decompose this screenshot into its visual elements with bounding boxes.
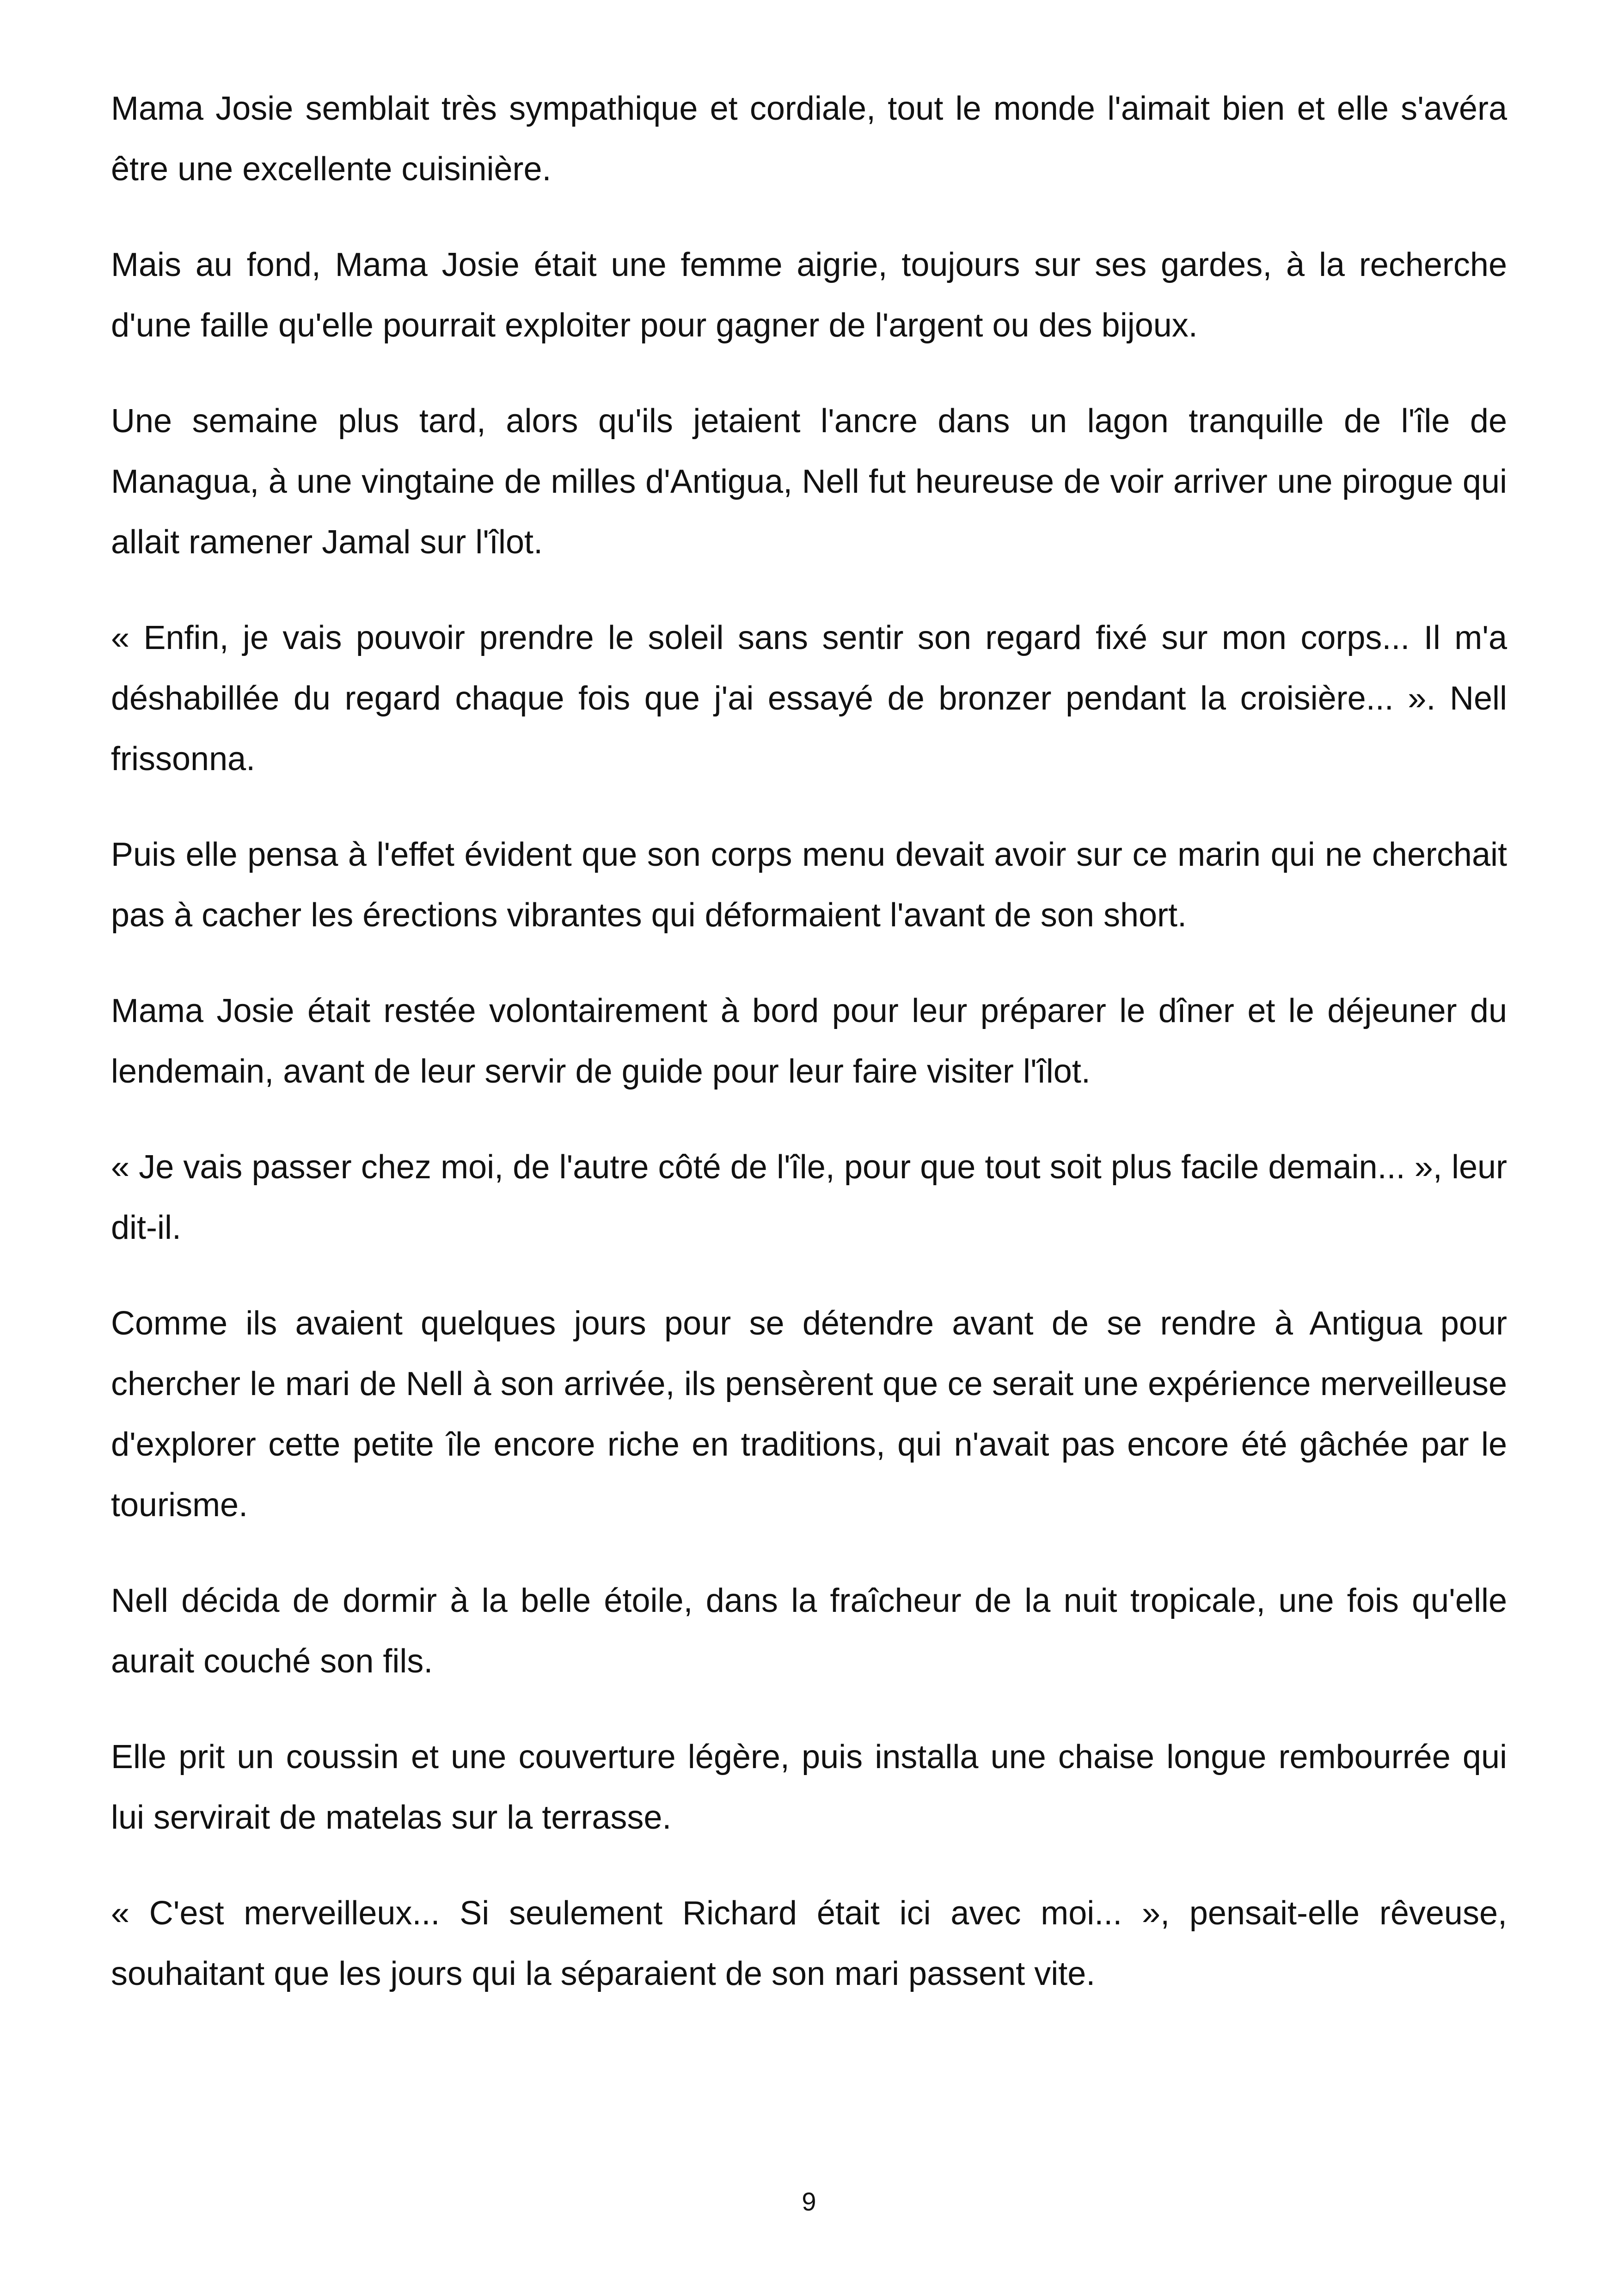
paragraph: Mama Josie était restée volontairement à bord pour leur préparer le dîner et le déjeuner du lendemain, avant de leur servir de guide pour leur faire visiter l'îlot. (111, 992, 1507, 1090)
paragraph: « C'est merveilleux... Si seulement Richard était ici avec moi... », pensait-elle rêveuse, souhaitant que les jours qui la séparaient de son mari passent vite. (111, 1895, 1507, 1992)
paragraph: « Je vais passer chez moi, de l'autre côté de l'île, pour que tout soit plus facile demain... », leur dit-il. (111, 1149, 1507, 1246)
paragraph: Puis elle pensa à l'effet évident que son corps menu devait avoir sur ce marin qui ne cherchait pas à cacher les érections vibrantes qui déformaient l'avant de son short. (111, 836, 1507, 934)
paragraph: Mama Josie semblait très sympathique et cordiale, tout le monde l'aimait bien et elle s'avéra être une excellente cuisinière. (111, 90, 1507, 188)
paragraph: Mais au fond, Mama Josie était une femme aigrie, toujours sur ses gardes, à la recherche d'une faille qu'elle pourrait exploiter pour gagner de l'argent ou des bijoux. (111, 246, 1507, 344)
body-text (111, 79, 1507, 2004)
paragraph: Une semaine plus tard, alors qu'ils jetaient l'ancre dans un lagon tranquille de l'île de Managua, à une vingtaine de milles d'Antigua, Nell fut heureuse de voir arriver une pirogue qui allait ramener Jamal sur l'îlot. (111, 403, 1507, 561)
paragraph: Comme ils avaient quelques jours pour se détendre avant de se rendre à Antigua pour chercher le mari de Nell à son arrivée, ils pensèrent que ce serait une expérience merveilleuse d'explorer cette petite île encore riche en traditions, qui n'avait pas encore été gâchée par le tourisme. (111, 1305, 1507, 1524)
paragraph: Nell décida de dormir à la belle étoile, dans la fraîcheur de la nuit tropicale, une fois qu'elle aurait couché son fils. (111, 1582, 1507, 1680)
paragraph: « Enfin, je vais pouvoir prendre le soleil sans sentir son regard fixé sur mon corps... Il m'a déshabillée du regard chaque fois que j'ai essayé de bronzer pendant la croisière... ». Nell frissonna. (111, 619, 1507, 778)
page-number: 9 (802, 2187, 816, 2216)
paragraph: Elle prit un coussin et une couverture légère, puis installa une chaise longue rembourrée qui lui servirait de matelas sur la terrasse. (111, 1739, 1507, 1836)
